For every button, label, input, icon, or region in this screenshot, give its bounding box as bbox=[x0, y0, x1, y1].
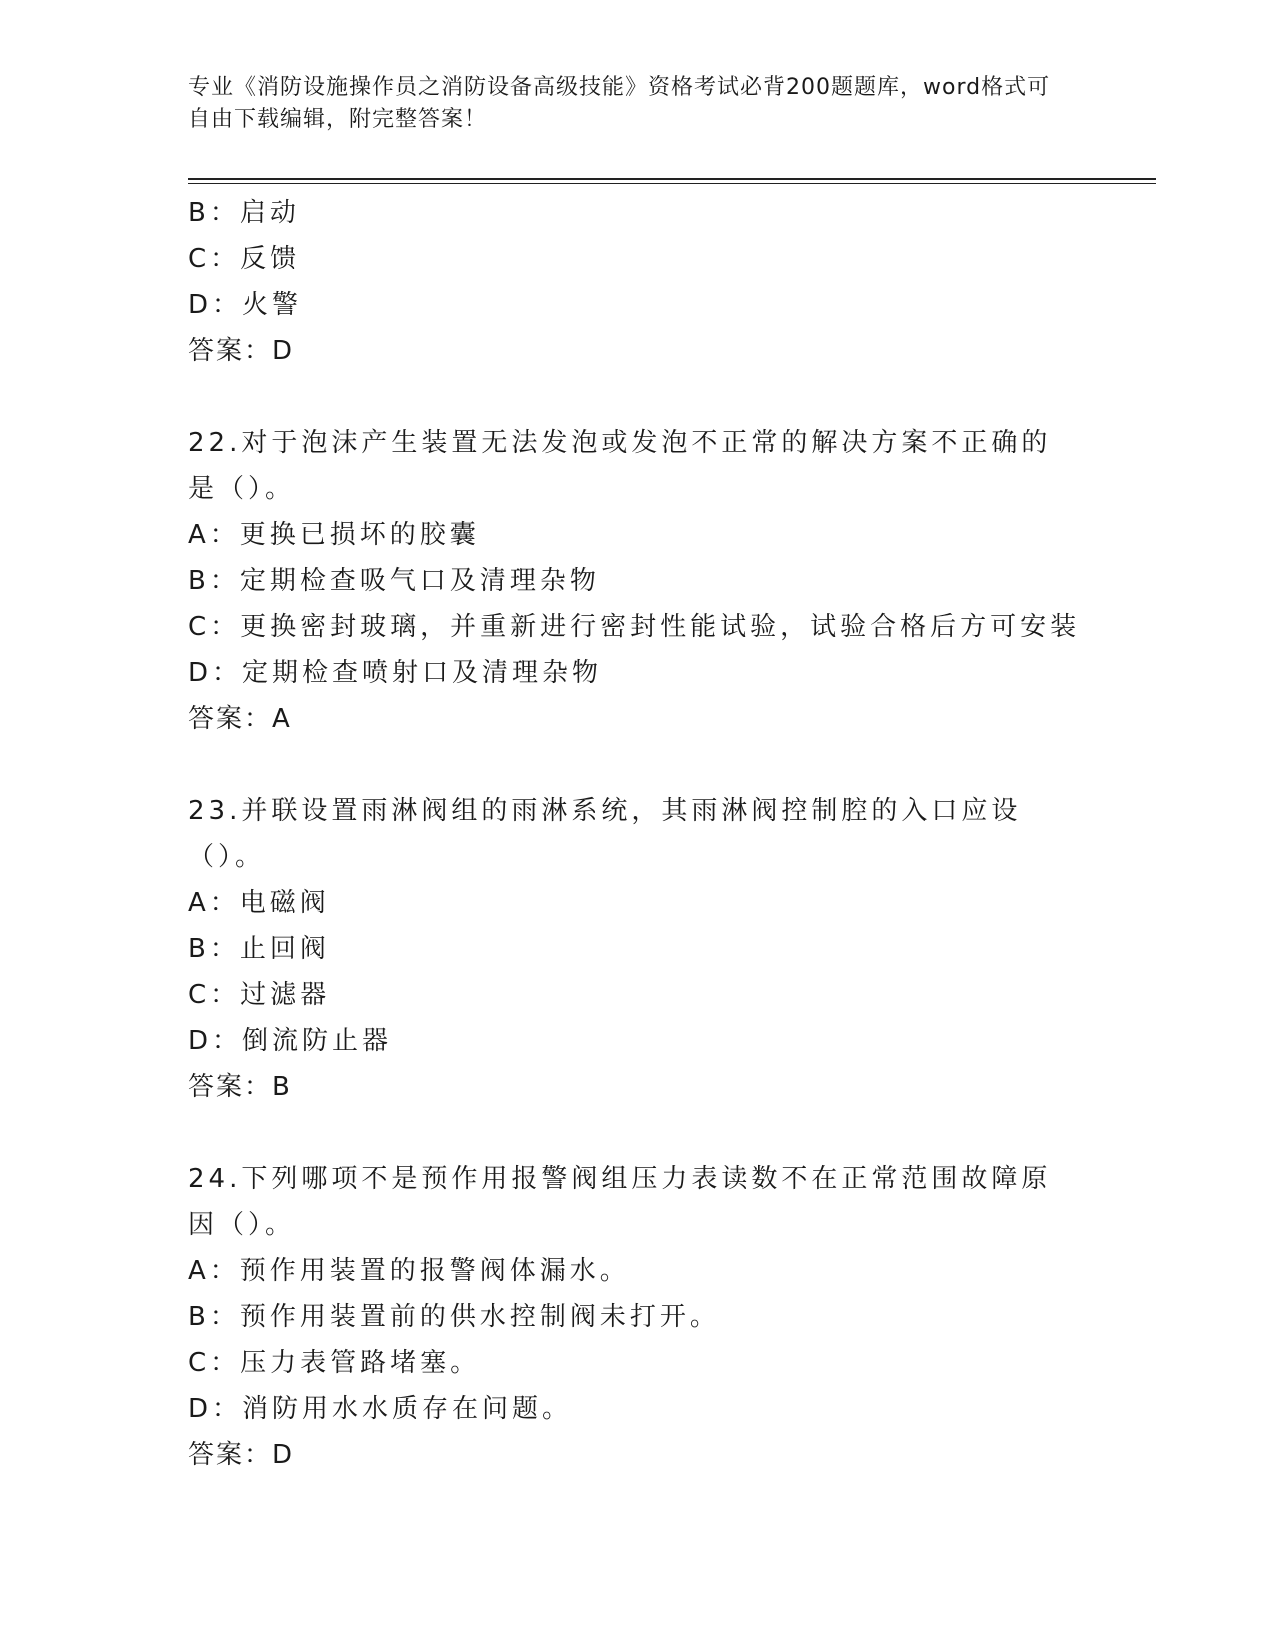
option-a: A：电磁阀 bbox=[188, 888, 330, 918]
spacer bbox=[188, 742, 1088, 788]
question-content bbox=[188, 190, 1088, 1478]
question-title: 24.下列哪项不是预作用报警阀组压力表读数不在正常范围故障原因（）。 bbox=[188, 1164, 1052, 1240]
spacer bbox=[188, 1110, 1088, 1156]
option-d: D：消防用水水质存在问题。 bbox=[188, 1394, 573, 1424]
option-b: B：定期检查吸气口及清理杂物 bbox=[188, 566, 600, 596]
option-b: B：预作用装置前的供水控制阀未打开。 bbox=[188, 1302, 720, 1332]
answer-line: 答案：B bbox=[188, 1072, 292, 1102]
option-d: D：倒流防止器 bbox=[188, 1026, 393, 1056]
option-c: C：过滤器 bbox=[188, 980, 331, 1010]
answer-line: 答案：A bbox=[188, 704, 292, 734]
question-title: 22.对于泡沫产生装置无法发泡或发泡不正常的解决方案不正确的是（）。 bbox=[188, 428, 1052, 504]
option-d: D：定期检查喷射口及清理杂物 bbox=[188, 658, 603, 688]
option-a: A：更换已损坏的胶囊 bbox=[188, 520, 480, 550]
option-c: C：压力表管路堵塞。 bbox=[188, 1348, 481, 1378]
option-b: B：启动 bbox=[188, 198, 300, 228]
option-a: A：预作用装置的报警阀体漏水。 bbox=[188, 1256, 630, 1286]
option-c: C：更换密封玻璃，并重新进行密封性能试验，试验合格后方可安装 bbox=[188, 612, 1081, 642]
answer-line: 答案：D bbox=[188, 1440, 295, 1470]
option-c: C：反馈 bbox=[188, 244, 301, 274]
spacer bbox=[188, 374, 1088, 420]
answer-line: 答案：D bbox=[188, 336, 295, 366]
document-header: 专业《消防设施操作员之消防设备高级技能》资格考试必背200题题库，word格式可自由下载编辑，附完整答案！ bbox=[188, 75, 1051, 132]
question-title: 23.并联设置雨淋阀组的雨淋系统，其雨淋阀控制腔的入口应设（）。 bbox=[188, 796, 1022, 872]
option-b: B：止回阀 bbox=[188, 934, 330, 964]
header-rule-thin bbox=[188, 183, 1156, 184]
option-d: D：火警 bbox=[188, 290, 303, 320]
header-rule-thick bbox=[188, 178, 1156, 180]
